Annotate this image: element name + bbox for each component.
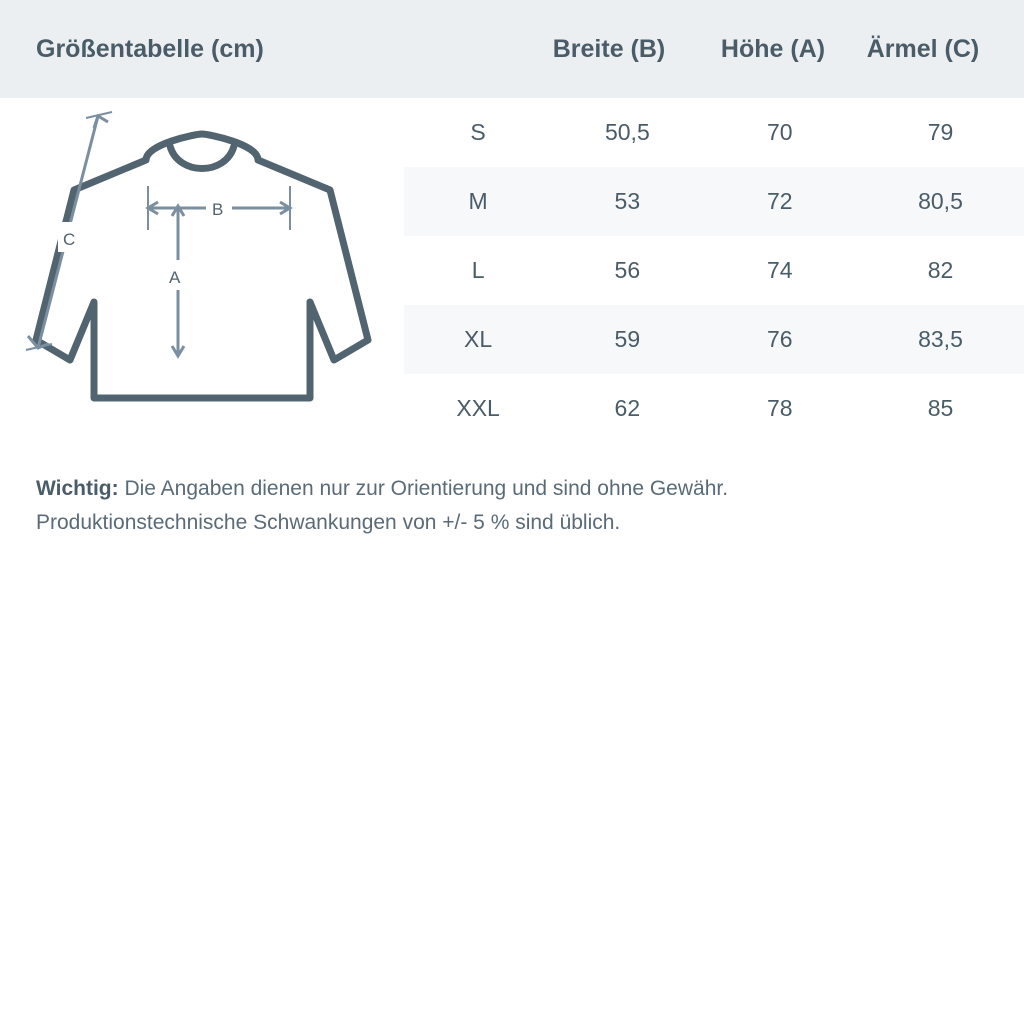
sweater-outline	[36, 134, 368, 398]
column-header-aermel: Ärmel (C)	[866, 34, 980, 63]
cell-breite: 62	[614, 395, 641, 421]
chart-body	[0, 98, 1024, 444]
table-row	[404, 98, 1024, 167]
cell-aermel: 83,5	[857, 305, 1024, 374]
cell-aermel: 82	[927, 257, 954, 283]
disclaimer-note	[0, 444, 1024, 540]
disclaimer-line-2: Produktionstechnische Schwankungen von +/- 5 % sind üblich.	[36, 511, 621, 534]
garment-illustration	[0, 98, 404, 444]
cell-size: L	[471, 257, 485, 283]
cell-hoehe: 76	[703, 305, 857, 374]
cell-size: S	[470, 119, 486, 145]
cell-aermel: 85	[927, 395, 954, 421]
cell-breite: 56	[614, 257, 641, 283]
chart-header	[0, 0, 1024, 98]
label-c: C	[63, 230, 76, 249]
disclaimer-line-1: Die Angaben dienen nur zur Orientierung und sind ohne Gewähr.	[118, 477, 729, 500]
cell-hoehe: 70	[766, 119, 793, 145]
disclaimer-label: Wichtig:	[36, 477, 119, 500]
table-row	[404, 236, 1024, 305]
cell-hoehe: 74	[766, 257, 793, 283]
column-header-breite: Breite (B)	[552, 34, 666, 63]
table-row	[404, 167, 1024, 236]
cell-size: XXL	[456, 395, 500, 421]
table-row	[404, 374, 1024, 443]
cell-hoehe: 78	[766, 395, 793, 421]
cell-hoehe: 72	[703, 167, 857, 236]
label-b: B	[212, 200, 224, 219]
cell-aermel: 79	[927, 119, 954, 145]
cell-breite: 50,5	[604, 119, 650, 145]
cell-breite: 59	[552, 305, 702, 374]
size-table	[404, 98, 1024, 443]
page-title: Größentabelle (cm)	[36, 34, 264, 63]
label-a: A	[169, 268, 181, 287]
header-columns	[520, 35, 1024, 64]
table-row	[404, 305, 1024, 374]
cell-aermel: 80,5	[857, 167, 1024, 236]
cell-breite: 53	[552, 167, 702, 236]
cell-size: XL	[404, 305, 552, 374]
cell-size: M	[404, 167, 552, 236]
column-header-hoehe: Höhe (A)	[720, 34, 826, 63]
